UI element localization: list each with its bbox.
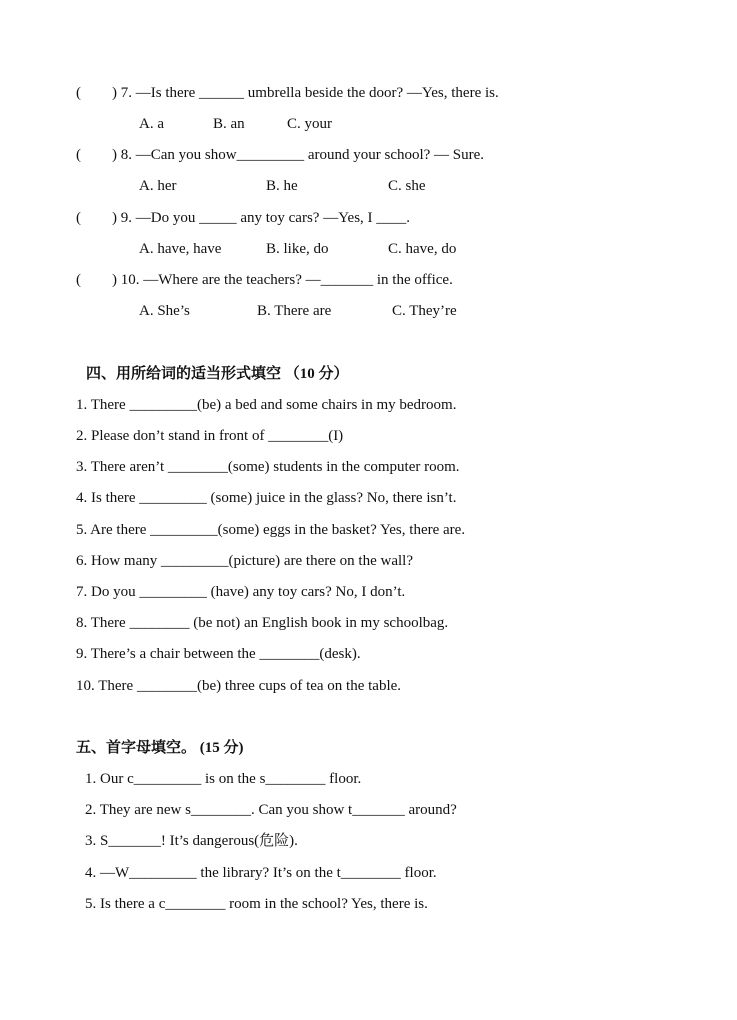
- list-item: 8. There ________ (be not) an English book in my schoolbag.: [76, 615, 449, 631]
- answer-paren[interactable]: (: [76, 85, 81, 101]
- section4-title: 四、用所给词的适当形式填空 （10 分）: [86, 366, 349, 382]
- list-item: 4. —W_________ the library? It’s on the t________ floor.: [85, 865, 437, 881]
- answer-paren[interactable]: (: [76, 147, 81, 163]
- list-item: 1. There _________(be) a bed and some chairs in my bedroom.: [76, 397, 457, 413]
- list-item: 6. How many _________(picture) are there on the wall?: [76, 553, 413, 569]
- list-item: 3. S_______! It’s dangerous(危险).: [85, 833, 298, 849]
- option-b: B. he: [266, 178, 298, 194]
- option-b: B. There are: [257, 303, 332, 319]
- list-item: 4. Is there _________ (some) juice in the glass? No, there isn’t.: [76, 490, 457, 506]
- list-item: 10. There ________(be) three cups of tea on the table.: [76, 678, 402, 694]
- question-text: ) 8. —Can you show_________ around your school? — Sure.: [112, 147, 485, 163]
- option-c: C. have, do: [388, 241, 457, 257]
- option-b: B. like, do: [266, 241, 329, 257]
- option-a: A. her: [139, 178, 177, 194]
- option-a: A. have, have: [139, 241, 222, 257]
- list-item: 2. Please don’t stand in front of ________(I): [76, 428, 344, 444]
- list-item: 2. They are new s________. Can you show t_______ around?: [85, 802, 457, 818]
- list-item: 9. There’s a chair between the ________(desk).: [76, 646, 361, 662]
- list-item: 5. Is there a c________ room in the school? Yes, there is.: [85, 896, 428, 912]
- answer-paren[interactable]: (: [76, 272, 81, 288]
- list-item: 5. Are there _________(some) eggs in the basket? Yes, there are.: [76, 522, 466, 538]
- option-c: C. your: [287, 116, 332, 132]
- option-c: C. They’re: [392, 303, 457, 319]
- question-text: ) 9. —Do you _____ any toy cars? —Yes, I ____.: [112, 210, 411, 226]
- question-text: ) 7. —Is there ______ umbrella beside the door? —Yes, there is.: [112, 85, 499, 101]
- option-b: B. an: [213, 116, 245, 132]
- answer-paren[interactable]: (: [76, 210, 81, 226]
- option-a: A. She’s: [139, 303, 190, 319]
- section5-title: 五、首字母填空。 (15 分): [76, 740, 244, 756]
- option-c: C. she: [388, 178, 426, 194]
- list-item: 3. There aren’t ________(some) students in the computer room.: [76, 459, 460, 475]
- question-text: ) 10. —Where are the teachers? —_______ in the office.: [112, 272, 453, 288]
- list-item: 1. Our c_________ is on the s________ floor.: [85, 771, 362, 787]
- option-a: A. a: [139, 116, 164, 132]
- list-item: 7. Do you _________ (have) any toy cars? No, I don’t.: [76, 584, 406, 600]
